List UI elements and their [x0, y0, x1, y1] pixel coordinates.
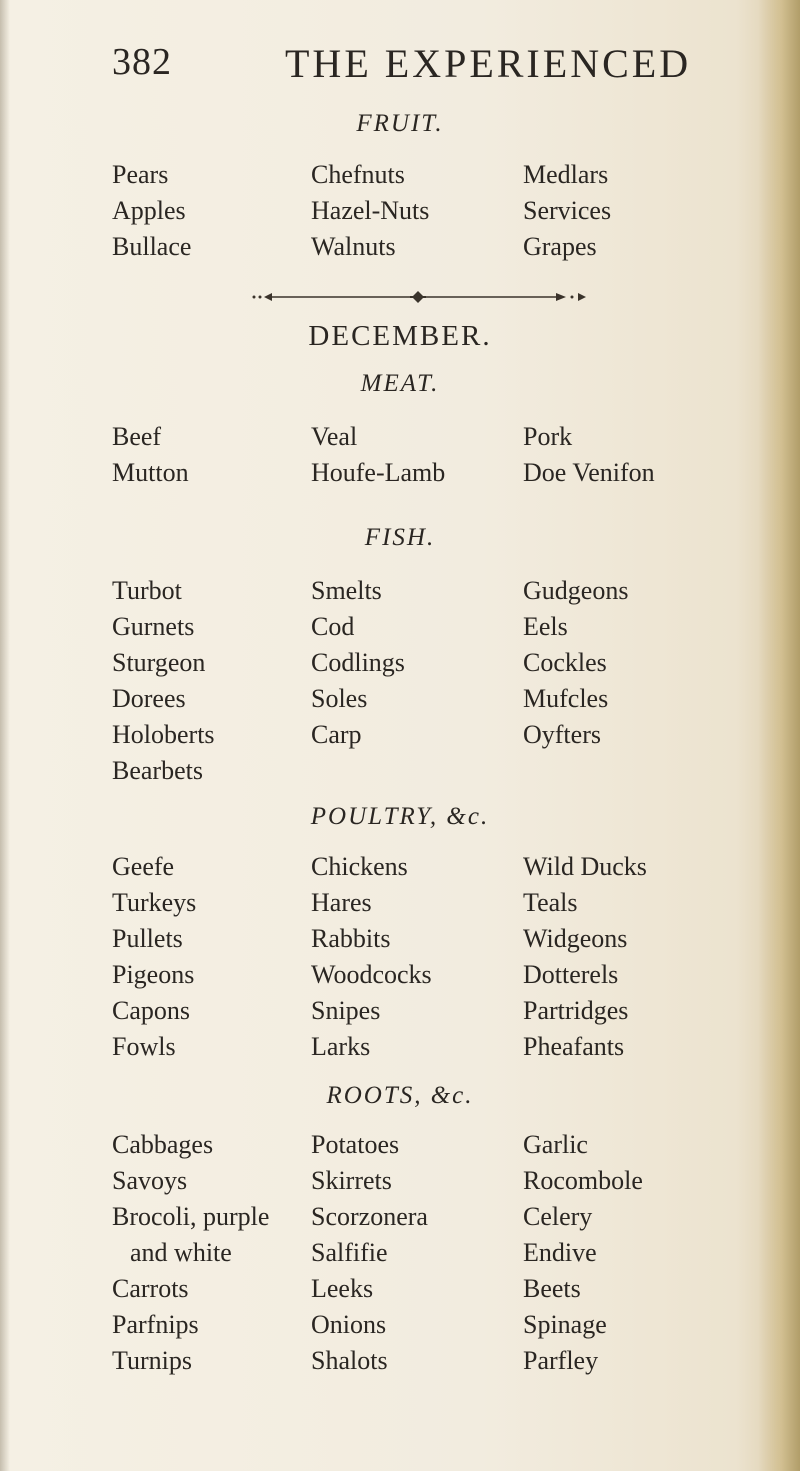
fruit-item: Bullace — [112, 232, 192, 261]
fruit-row — [0, 196, 800, 230]
roots-item: Turnips — [112, 1346, 192, 1375]
fish-row — [0, 612, 800, 646]
fruit-row — [0, 160, 800, 194]
fruit-item: Medlars — [523, 160, 609, 189]
ornament-divider — [250, 290, 590, 304]
poultry-item: Partridges — [523, 996, 629, 1025]
section-heading-meat: MEAT. — [360, 370, 440, 397]
fish-item: Oyfters — [523, 720, 601, 749]
roots-row — [0, 1130, 800, 1164]
fish-item: Turbot — [112, 576, 182, 605]
fish-item: Bearbets — [112, 756, 203, 785]
roots-item: Brocoli, purple — [112, 1202, 270, 1231]
meat-item: Beef — [112, 422, 162, 451]
roots-item: Garlic — [523, 1130, 588, 1159]
fish-item: Soles — [311, 684, 368, 713]
roots-item: Onions — [311, 1310, 387, 1339]
roots-item: Salfifie — [311, 1238, 388, 1267]
poultry-item: Geefe — [112, 852, 175, 881]
section-heading-roots: ROOTS, &c. — [326, 1082, 474, 1109]
fish-item: Dorees — [112, 684, 186, 713]
fish-item: Carp — [311, 720, 362, 749]
poultry-item: Teals — [523, 888, 578, 917]
roots-item: Leeks — [311, 1274, 374, 1303]
poultry-item: Hares — [311, 888, 372, 917]
poultry-row — [0, 1032, 800, 1066]
roots-item: Rocombole — [523, 1166, 643, 1195]
roots-item: Parfnips — [112, 1310, 199, 1339]
poultry-item: Rabbits — [311, 924, 391, 953]
meat-item: Veal — [311, 422, 358, 451]
roots-item: Shalots — [311, 1346, 388, 1375]
fish-item: Cockles — [523, 648, 607, 677]
fish-item: Cod — [311, 612, 355, 641]
fish-item: Eels — [523, 612, 568, 641]
roots-row — [0, 1166, 800, 1200]
poultry-item: Pullets — [112, 924, 183, 953]
roots-row — [0, 1310, 800, 1344]
meat-item: Mutton — [112, 458, 189, 487]
poultry-row — [0, 888, 800, 922]
fruit-row — [0, 232, 800, 266]
fish-item: Mufcles — [523, 684, 609, 713]
fish-item: Gurnets — [112, 612, 195, 641]
fruit-item: Apples — [112, 196, 186, 225]
poultry-item: Turkeys — [112, 888, 197, 917]
roots-row — [0, 1346, 800, 1380]
poultry-item: Chickens — [311, 852, 408, 881]
meat-item: Pork — [523, 422, 573, 451]
poultry-row — [0, 996, 800, 1030]
roots-item: Parfley — [523, 1346, 599, 1375]
fish-item: Holoberts — [112, 720, 215, 749]
poultry-item: Widgeons — [523, 924, 628, 953]
meat-row — [0, 422, 800, 456]
fish-item: Codlings — [311, 648, 405, 677]
poultry-row — [0, 960, 800, 994]
poultry-item: Snipes — [311, 996, 381, 1025]
fish-row — [0, 576, 800, 610]
running-title: THE EXPERIENCED — [285, 41, 692, 86]
roots-item: Potatoes — [311, 1130, 400, 1159]
fish-row — [0, 648, 800, 682]
roots-row — [0, 1274, 800, 1308]
roots-item: Savoys — [112, 1166, 188, 1195]
roots-item: Cabbages — [112, 1130, 214, 1159]
meat-row — [0, 458, 800, 492]
fruit-item: Hazel-Nuts — [311, 196, 430, 225]
page-header — [0, 30, 800, 90]
roots-item: Endive — [523, 1238, 597, 1267]
month-title: DECEMBER. — [308, 320, 492, 352]
roots-item: Celery — [523, 1202, 593, 1231]
section-heading-poultry: POULTRY, &c. — [310, 803, 490, 830]
fish-row — [0, 756, 800, 790]
fish-item: Gudgeons — [523, 576, 629, 605]
roots-item: Carrots — [112, 1274, 189, 1303]
fish-row — [0, 684, 800, 718]
poultry-item: Larks — [311, 1032, 371, 1061]
poultry-item: Pigeons — [112, 960, 195, 989]
roots-item: and white — [130, 1238, 232, 1267]
section-heading-fish: FISH. — [364, 524, 436, 551]
meat-item: Doe Venifon — [523, 458, 655, 487]
roots-item: Scorzonera — [311, 1202, 428, 1231]
poultry-item: Capons — [112, 996, 190, 1025]
fruit-item: Chefnuts — [311, 160, 405, 189]
meat-item: Houfe-Lamb — [311, 458, 446, 487]
section-heading-fruit: FRUIT. — [356, 110, 444, 137]
fruit-item: Services — [523, 196, 612, 225]
page-number: 382 — [112, 41, 172, 83]
poultry-item: Pheafants — [523, 1032, 625, 1061]
fish-item: Sturgeon — [112, 648, 206, 677]
roots-item: Beets — [523, 1274, 581, 1303]
poultry-row — [0, 924, 800, 958]
fruit-item: Walnuts — [311, 232, 396, 261]
fruit-item: Pears — [112, 160, 169, 189]
roots-item: Spinage — [523, 1310, 607, 1339]
poultry-item: Wild Ducks — [523, 852, 647, 881]
poultry-item: Dotterels — [523, 960, 619, 989]
fish-item: Smelts — [311, 576, 382, 605]
poultry-item: Woodcocks — [311, 960, 432, 989]
roots-item: Skirrets — [311, 1166, 392, 1195]
poultry-row — [0, 852, 800, 886]
fish-row — [0, 720, 800, 754]
fruit-item: Grapes — [523, 232, 597, 261]
roots-row — [0, 1238, 800, 1272]
poultry-item: Fowls — [112, 1032, 176, 1061]
roots-row — [0, 1202, 800, 1236]
